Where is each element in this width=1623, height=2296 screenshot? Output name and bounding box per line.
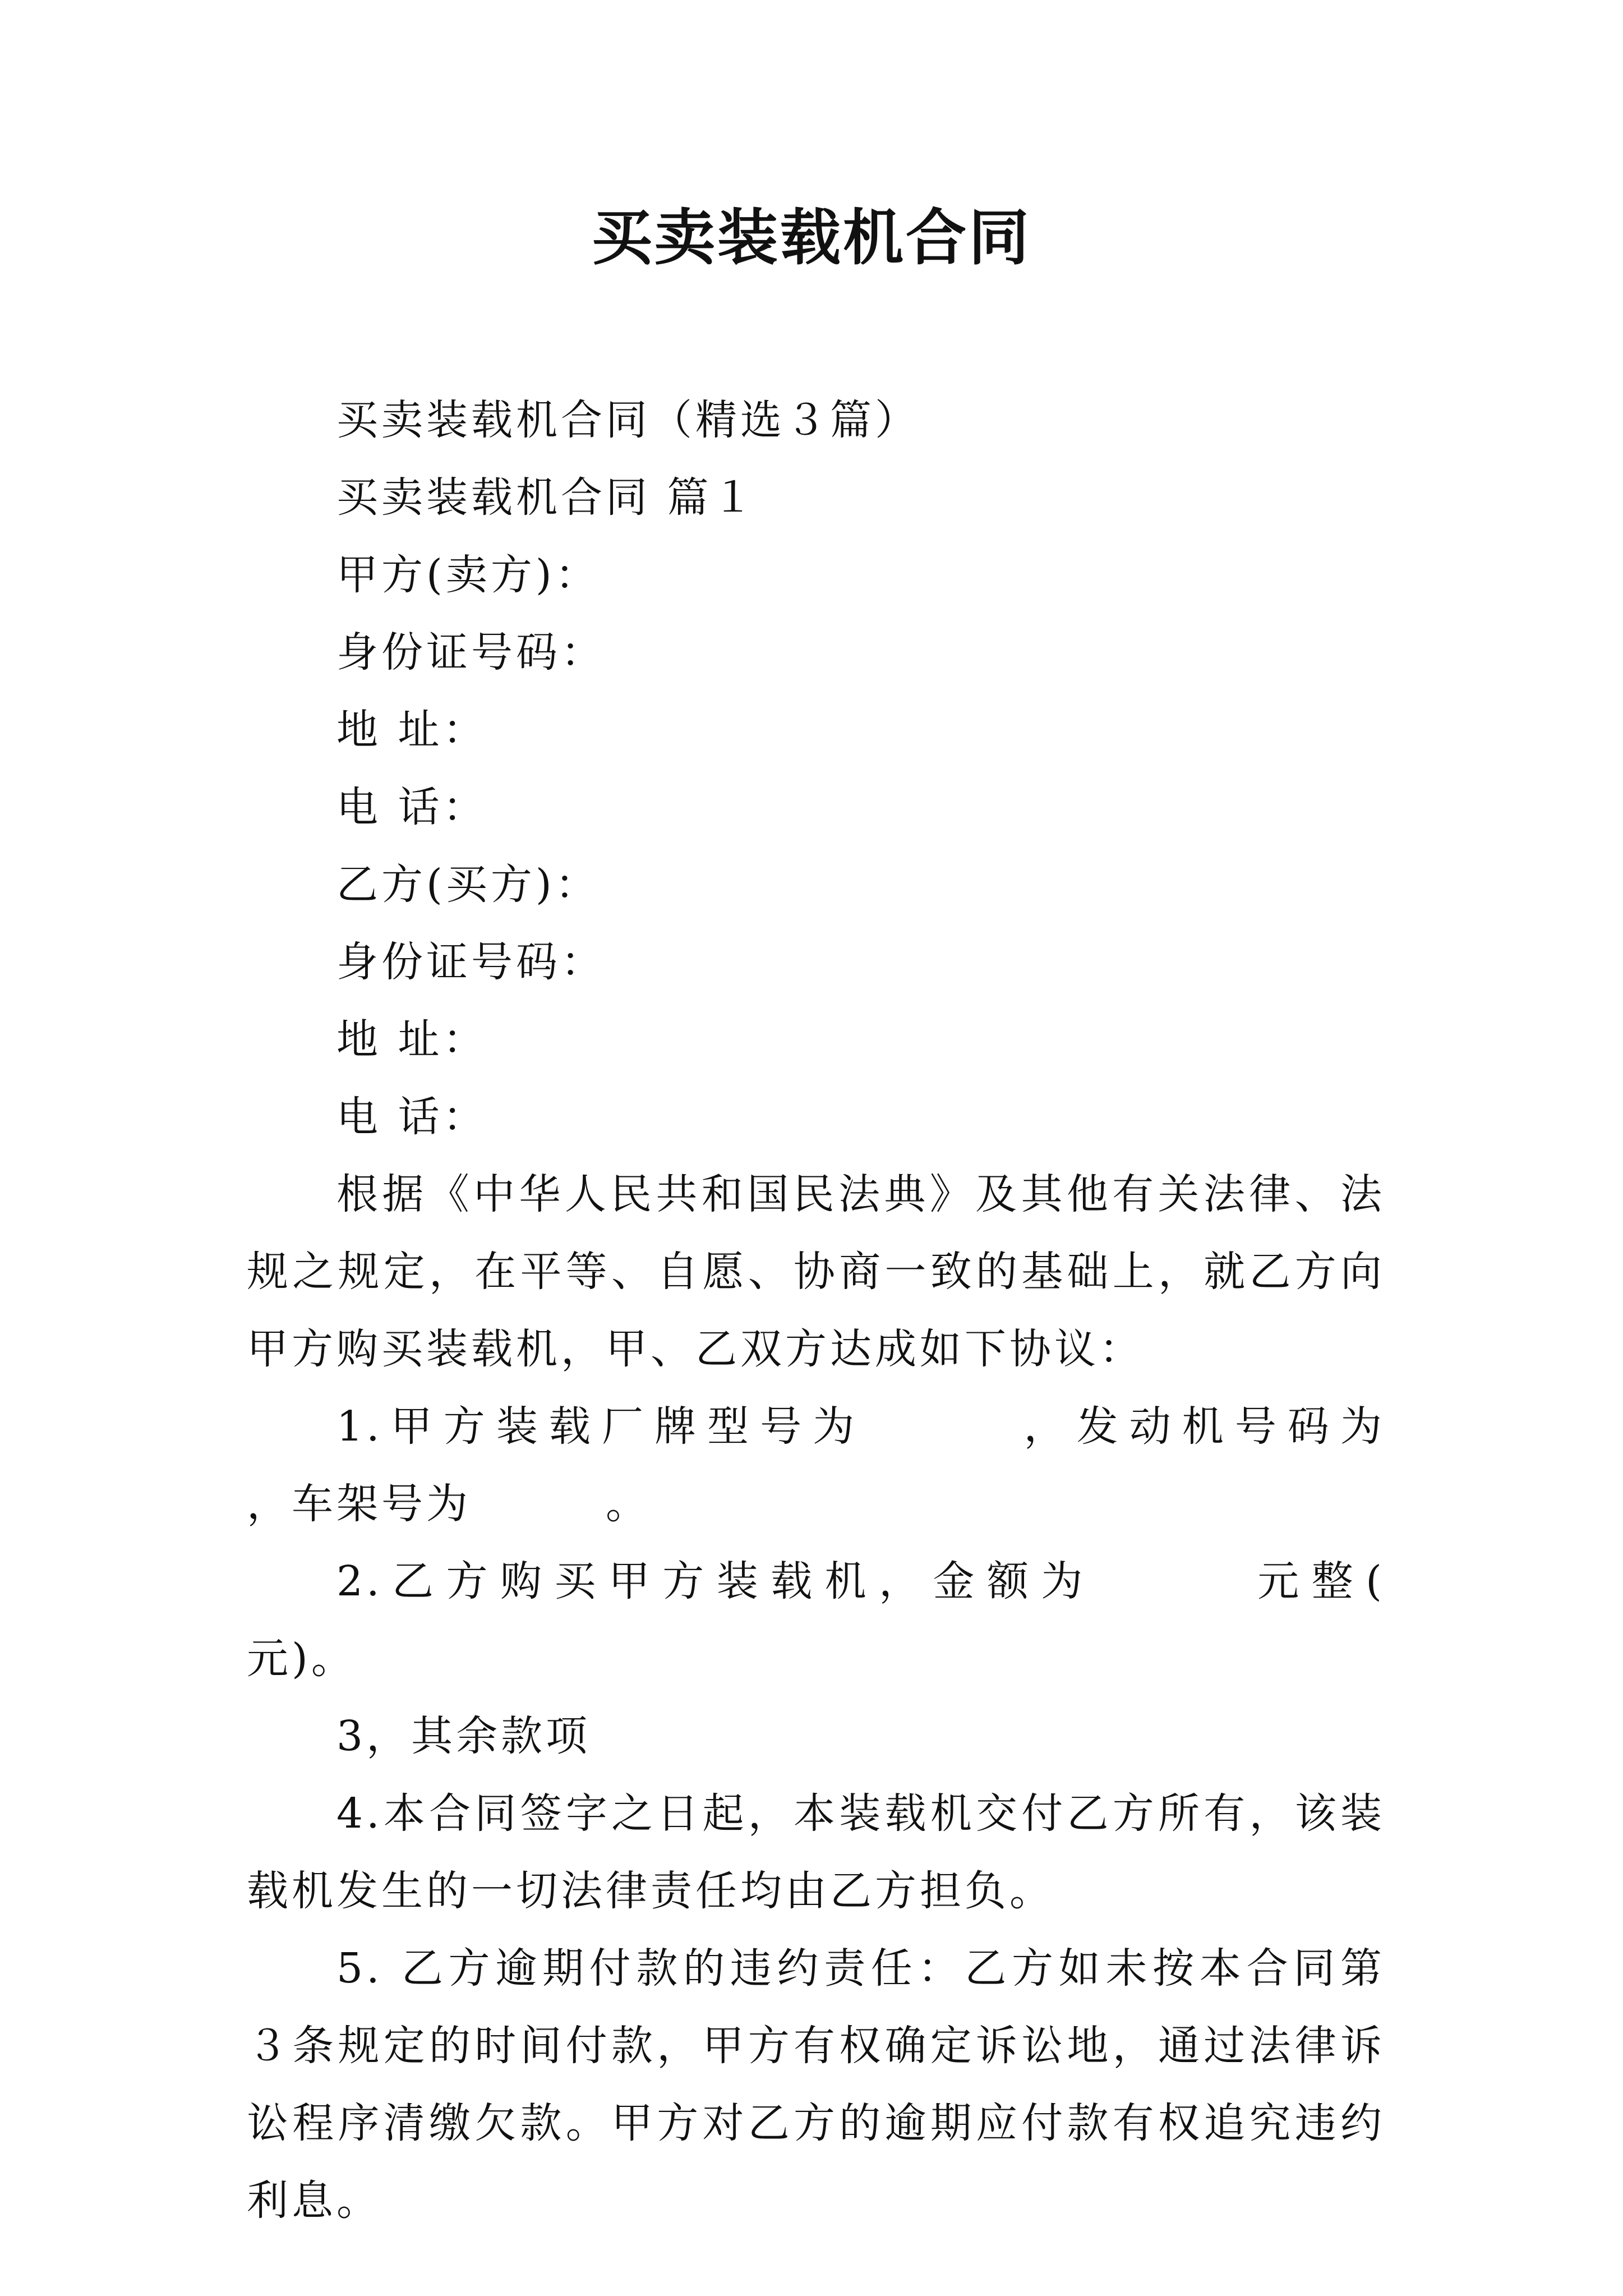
party-a-id-label: 身份证号码：: [336, 628, 606, 677]
document-body: [247, 381, 1520, 2239]
party-a-label: 甲方(卖方)：: [336, 551, 600, 599]
party-b-address-label: 地 址：: [336, 1015, 488, 1064]
clause-3: 3，其余款项: [336, 1712, 591, 1760]
party-a-address-label: 地 址：: [336, 706, 488, 754]
section-heading: 买卖装载机合同 篇１: [336, 473, 757, 522]
party-b-label: 乙方(买方)：: [336, 861, 600, 909]
intro-paragraph: 根据《中华人民共和国民法典》及其他有关法律、法规之规定，在平等、自愿、协商一致的基础上，就乙方向甲方购买装载机，甲、乙双方达成如下协议：: [247, 1170, 1385, 1373]
party-b-id-label: 身份证号码：: [336, 938, 606, 986]
clause-4: 4.本合同签字之日起，本装载机交付乙方所有，该装载机发生的一切法律责任均由乙方担负。: [247, 1789, 1385, 1915]
clause-1: 1.甲方装载厂牌型号为 ，发动机号码为 ，车架号为 。: [247, 1402, 1520, 1528]
clause-2: 2.乙方购买甲方装载机，金额为 元整( 元)。: [247, 1557, 1520, 1683]
party-b-phone-label: 电 话：: [336, 1093, 488, 1141]
document-title: 买卖装载机合同: [591, 203, 1031, 273]
clause-5: 5. 乙方逾期付款的违约责任：乙方如未按本合同第３条规定的时间付款，甲方有权确定诉讼地，通过法律诉讼程序清缴欠款。甲方对乙方的逾期应付款有权追究违约利息。: [247, 1944, 1385, 2225]
document-subtitle: 买卖装载机合同（精选３篇）: [336, 396, 920, 444]
party-a-phone-label: 电 话：: [336, 783, 488, 831]
